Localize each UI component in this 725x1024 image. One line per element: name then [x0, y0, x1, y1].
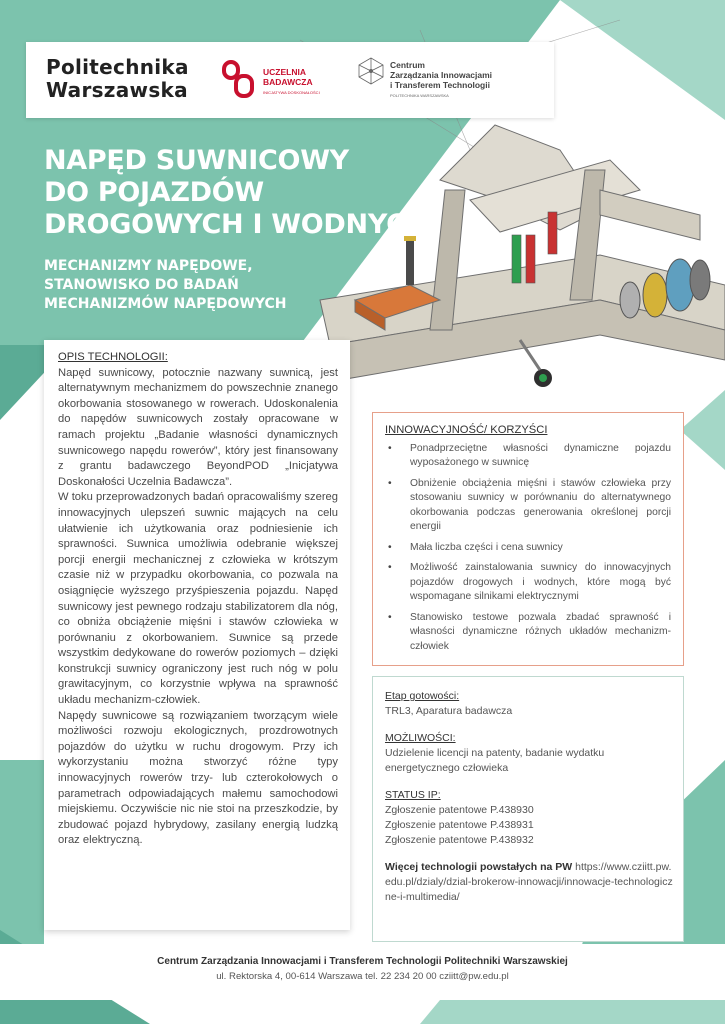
politechnika-warszawska-logo [46, 56, 189, 102]
more-technologies [385, 860, 675, 905]
footer-organization: Centrum Zarządzania Innowacjami i Transferem Technologii Politechniki Warszawskiej [157, 956, 568, 967]
ip-item: Zgłoszenie patentowe P.438932 [385, 834, 534, 846]
benefit-item: • Możliwość zainstalowania suwnicy do innowacyjnych pojazdów drogowych i wodnych, które mogą być wspomagane silnikami elektrycznymi [385, 561, 671, 605]
footer-address: ul. Rektorska 4, 00-614 Warszawa tel. 22 234 20 00 cziitt@pw.edu.pl [216, 971, 509, 982]
options-heading: MOŻLIWOŚCI: [385, 732, 456, 744]
logo-ub-line2: BADAWCZA [263, 77, 313, 87]
footer [0, 944, 725, 1000]
logo-ub-small: INICJATYWA DOSKONAŁOŚCI [263, 90, 320, 95]
benefits-list [385, 442, 671, 655]
more-technologies-link[interactable]: https://www.cziitt.pw.edu.pl/dzialy/dzial-brokerow-innowacji/innowacje-technologiczne-i-multimedia/ [385, 861, 673, 903]
logo-cz-small: POLITECHNIKA WARSZAWSKA [390, 93, 449, 98]
logo-pw-line1: Politechnika [46, 55, 189, 79]
more-technologies-label: Więcej technologii powstałych na PW [385, 861, 573, 873]
description-heading: OPIS TECHNOLOGII: [58, 351, 168, 363]
readiness-value: TRL3, Aparatura badawcza [385, 705, 513, 717]
logo-ub-line1: UCZELNIA [263, 67, 306, 77]
subtitle-line1: MECHANIZMY NAPĘDOWE, [44, 258, 253, 274]
logo-ub-text [263, 67, 313, 87]
description-paragraph-2: W toku przeprowadzonych badań opracowaliśmy szereg innowacyjnych ulepszeń suwnic mających na celu ułatwienie ich użytkowania oraz podniesienie ich sprawności. Suwnica umożliwia odebranie większej porcji energii mechanicznej z człowieka w krótszym czasie niż w przypadku okorbowania, co pozwala na osiągnięcie wyższego przyśpieszenia pojazdu. Napęd suwnicowy jest pewnego rodzaju stabilizatorem dla nóg, co obniża obciążenie mięśni i stawów człowieka w porównaniu z okorbowaniem. Suwnice są przede wszystkim dedykowane do rowerów poziomych – dzięki konstrukcji suwnicy ograniczony jest ruch nóg w polu grawitacyjnym, co korzystnie wpływa na sprawność układu mechanizm-człowiek. [58, 491, 338, 707]
logo-cz-line1: Centrum [390, 60, 425, 70]
logo-pw-line2: Warszawska [46, 78, 188, 102]
status-card [372, 676, 684, 942]
logo-cz-line3: i Transferem Technologii [390, 80, 490, 90]
logo-cz-line2: Zarządzania Innowacjami [390, 70, 493, 80]
description-paragraph-3: Napędy suwnicowe są rozwiązaniem tworzącym wiele możliwości rozwoju ekologicznych, prozdrowotnych pojazdów do użytku w ruchu drogowym. Przy ich wykorzystaniu można stworzyć różne typy innowacyjnych rowerów trzy- lub czterokołowych o parametrach odpowiadających małemu samochodowi miejskiemu. Oczywiście nic nie stoi na przeszkodzie, by zbudować pojazd hybrydowy, zasilany energią ludzką oraz elektryczną. [58, 709, 338, 847]
page-title [44, 145, 428, 241]
title-line1: NAPĘD SUWNICOWY [44, 145, 349, 176]
benefit-item: • Ponadprzeciętne własności dynamiczne pojazdu wyposażonego w suwnicę [385, 442, 671, 471]
benefit-item: • Obniżenie obciążenia mięśni i stawów człowieka przy stosowaniu suwnicy w porównaniu do alternatywnego okorbowania podczas generowania określonej porcji energii [385, 477, 671, 535]
benefit-item: • Mała liczba części i cena suwnicy [385, 541, 671, 556]
ip-item: Zgłoszenie patentowe P.438931 [385, 819, 534, 831]
description-paragraph-1: Napęd suwnicowy, potocznie nazwany suwnicą, jest alternatywnym mechanizmem do powszechnie znanego okorbowania stosowanego w rowerach. Udoskonalenia do napędów suwnicowych zostały opracowane w ramach projektu „Badanie własności dynamicznych suwnicowego napędu rowerów”, który jest finansowany z grantu badawczego BeyondPOD „Inicjatywa Doskonałości Uczelnia Badawcza”. [58, 366, 338, 488]
page-subtitle [44, 257, 287, 314]
benefit-item: • Stanowisko testowe pozwala zbadać sprawność i własności dynamiczne różnych układów mechanizm-człowiek [385, 611, 671, 655]
options-value: Udzielenie licencji na patenty, badanie wydatku energetycznego człowieka [385, 747, 605, 774]
ip-heading: STATUS IP: [385, 789, 441, 801]
subtitle-line3: MECHANIZMÓW NAPĘDOWYCH [44, 296, 287, 312]
header-logos-bar [26, 42, 554, 118]
subtitle-line2: STANOWISKO DO BADAŃ [44, 277, 239, 293]
network-icon [356, 56, 386, 86]
logo-cz-text [390, 60, 492, 90]
benefits-heading: INNOWACYJNOŚĆ/ KORZYŚCI [385, 424, 548, 436]
technology-description-card [44, 340, 350, 930]
ip-item: Zgłoszenie patentowe P.438930 [385, 804, 534, 816]
title-line3: DROGOWYCH I WODNYCH [44, 209, 428, 240]
uczelnia-badawcza-icon [221, 59, 257, 101]
readiness-heading: Etap gotowości: [385, 690, 460, 702]
benefits-card [372, 412, 684, 666]
title-line2: DO POJAZDÓW [44, 177, 264, 208]
